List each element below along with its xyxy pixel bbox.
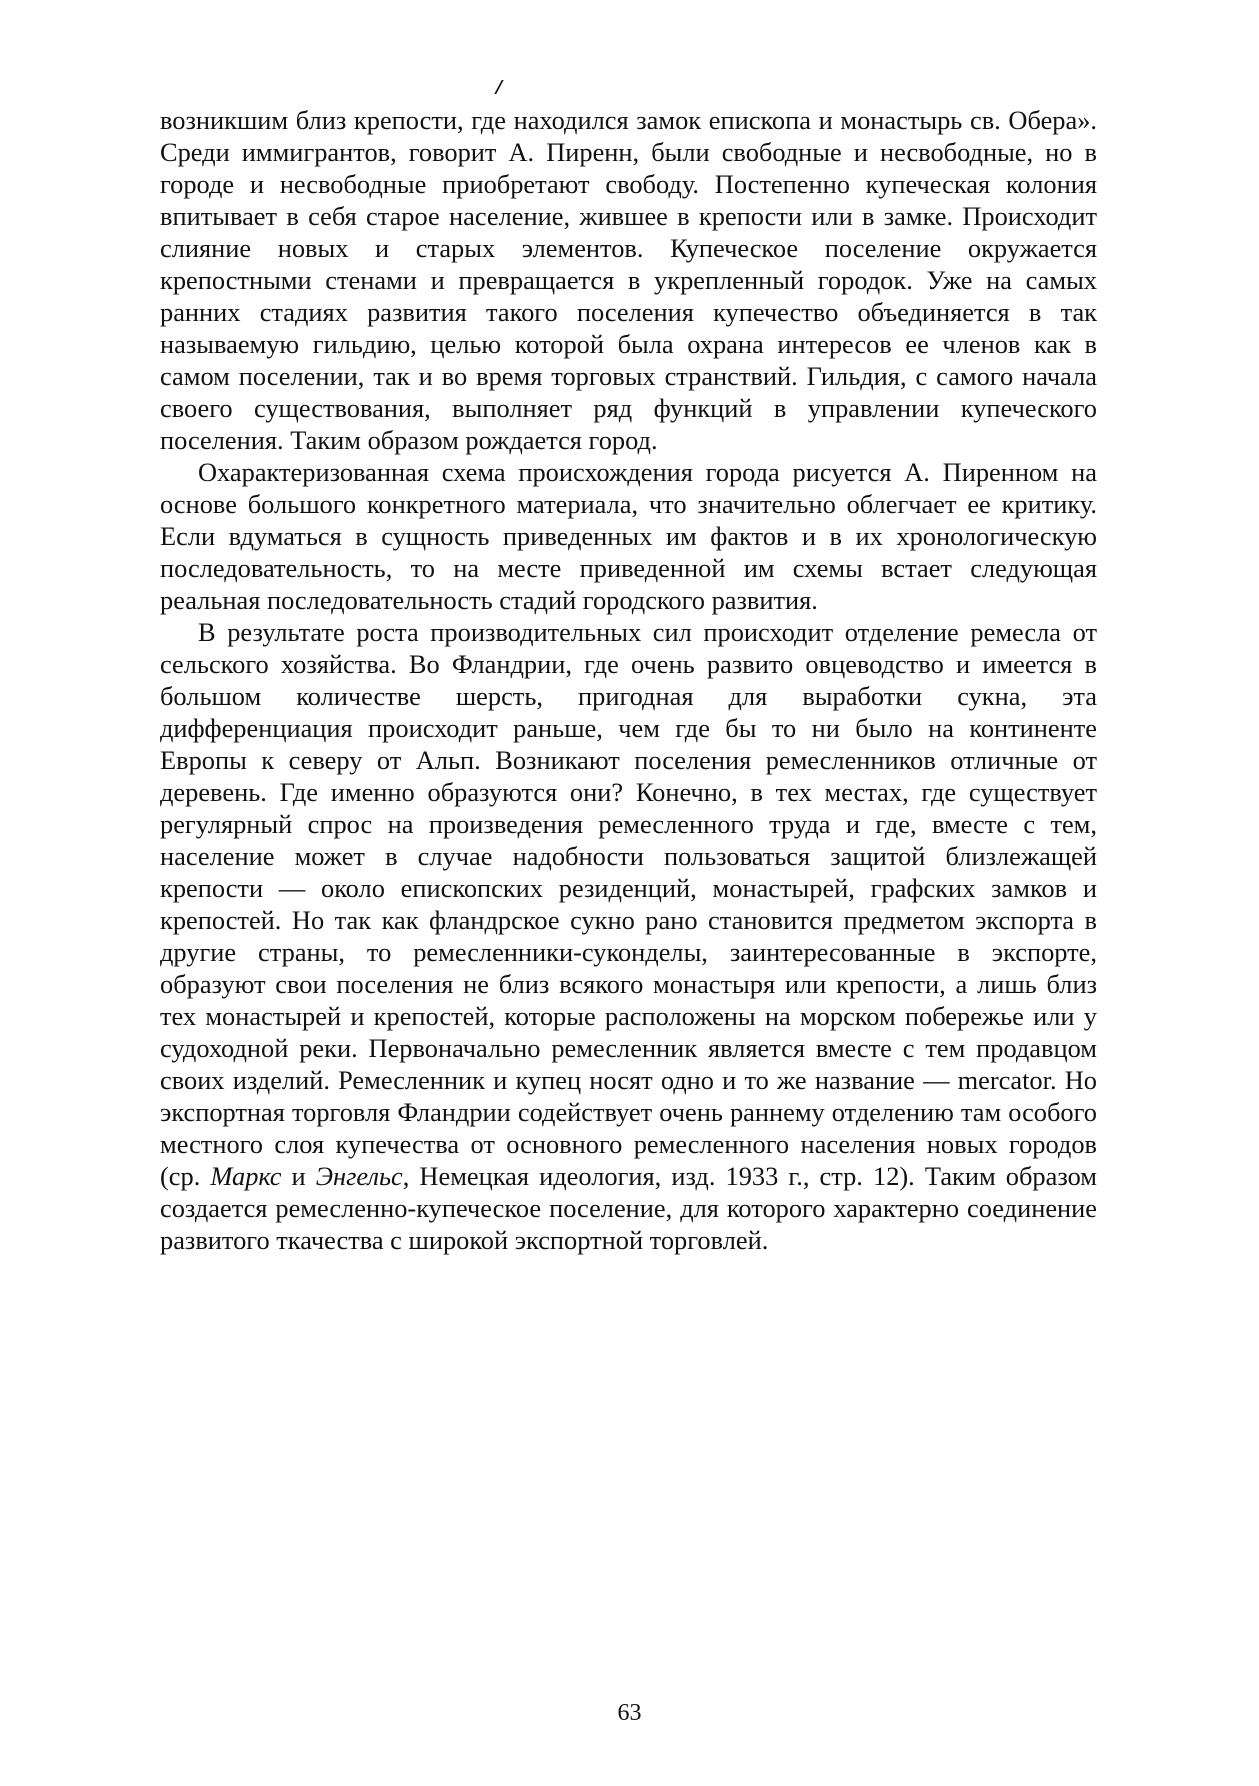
paragraph: Охарактеризованная схема происхождения города рисуется А. Пиренном на основе большого конкретного материала, что значительно облегчает ее критику. Если вдуматься в сущность приведенных им фактов и в их хронологическую последовательность, то на месте приведенной им схемы встает следующая реальная последовательность стадий городского развития. <box>160 457 1097 615</box>
paragraph: возникшим близ крепости, где находился замок епископа и монастырь св. Обера». Среди иммигрантов, говорит А. Пиренн, были свободные и несвободные, но в городе и несвободные приобретают свободу. Постепенно купеческая колония впитывает в себя старое население, жившее в крепости или в замке. Происходит слияние новых и старых элементов. Купеческое поселение окружается крепостными стенами и превращается в укрепленный городок. Уже на самых ранних стадиях развития такого поселения купечество объединяется в так называемую гильдию, целью которой была охрана интересов ее членов как в самом поселении, так и во время торговых странствий. Гильдия, с самого начала своего существования, выполняет ряд функций в управлении купеческого поселения. Таким образом рождается город. <box>160 105 1097 455</box>
paragraph-text: , Немецкая идеология, изд. 1933 г., стр. 12). Таким образом создается ремесленно-купеческое поселение, для которого характерно соединение развитого ткачества с широкой экспортной торговлей. <box>160 1161 1097 1255</box>
author-name-marx: Маркс <box>210 1161 282 1191</box>
stray-mark <box>494 80 511 94</box>
paragraph <box>160 616 1097 1256</box>
conjunction: и <box>281 1161 316 1191</box>
body-text <box>160 104 1097 1256</box>
paragraph-text: В результате роста производительных сил происходит отделение ремесла от сельского хозяйства. Во Фландрии, где очень развито овцеводство и имеется в большом количестве шерсть, пригодная для выработки сукна, эта дифференциация происходит раньше, чем где бы то ни было на континенте Европы к северу от Альп. Возникают поселения ремесленников отличные от деревень. Где именно образуются они? Конечно, в тех местах, где существует регулярный спрос на произведения ремесленного труда и где, вместе с тем, население может в случае надобности пользоваться защитой близлежащей крепости — около епископских резиденций, монастырей, графских замков и крепостей. Но так как фландрское сукно рано становится предметом экспорта в другие страны, то ремесленники-суконделы, заинтересованные в экспорте, образуют свои поселения не близ всякого монастыря или крепости, а лишь близ тех монастырей и крепостей, которые расположены на морском побережье или у судоходной реки. Первоначально ремесленник является вместе с тем продавцом своих изделий. Ремесленник и купец носят одно и то же название — mercator. Но экспортная торговля Фландрии содействует очень раннему отделению там особого местного слоя купечества от основного ремесленного населения новых городов (ср. <box>160 617 1097 1191</box>
author-name-engels: Энгельс <box>315 1161 403 1191</box>
page-number: 63 <box>617 1700 642 1726</box>
